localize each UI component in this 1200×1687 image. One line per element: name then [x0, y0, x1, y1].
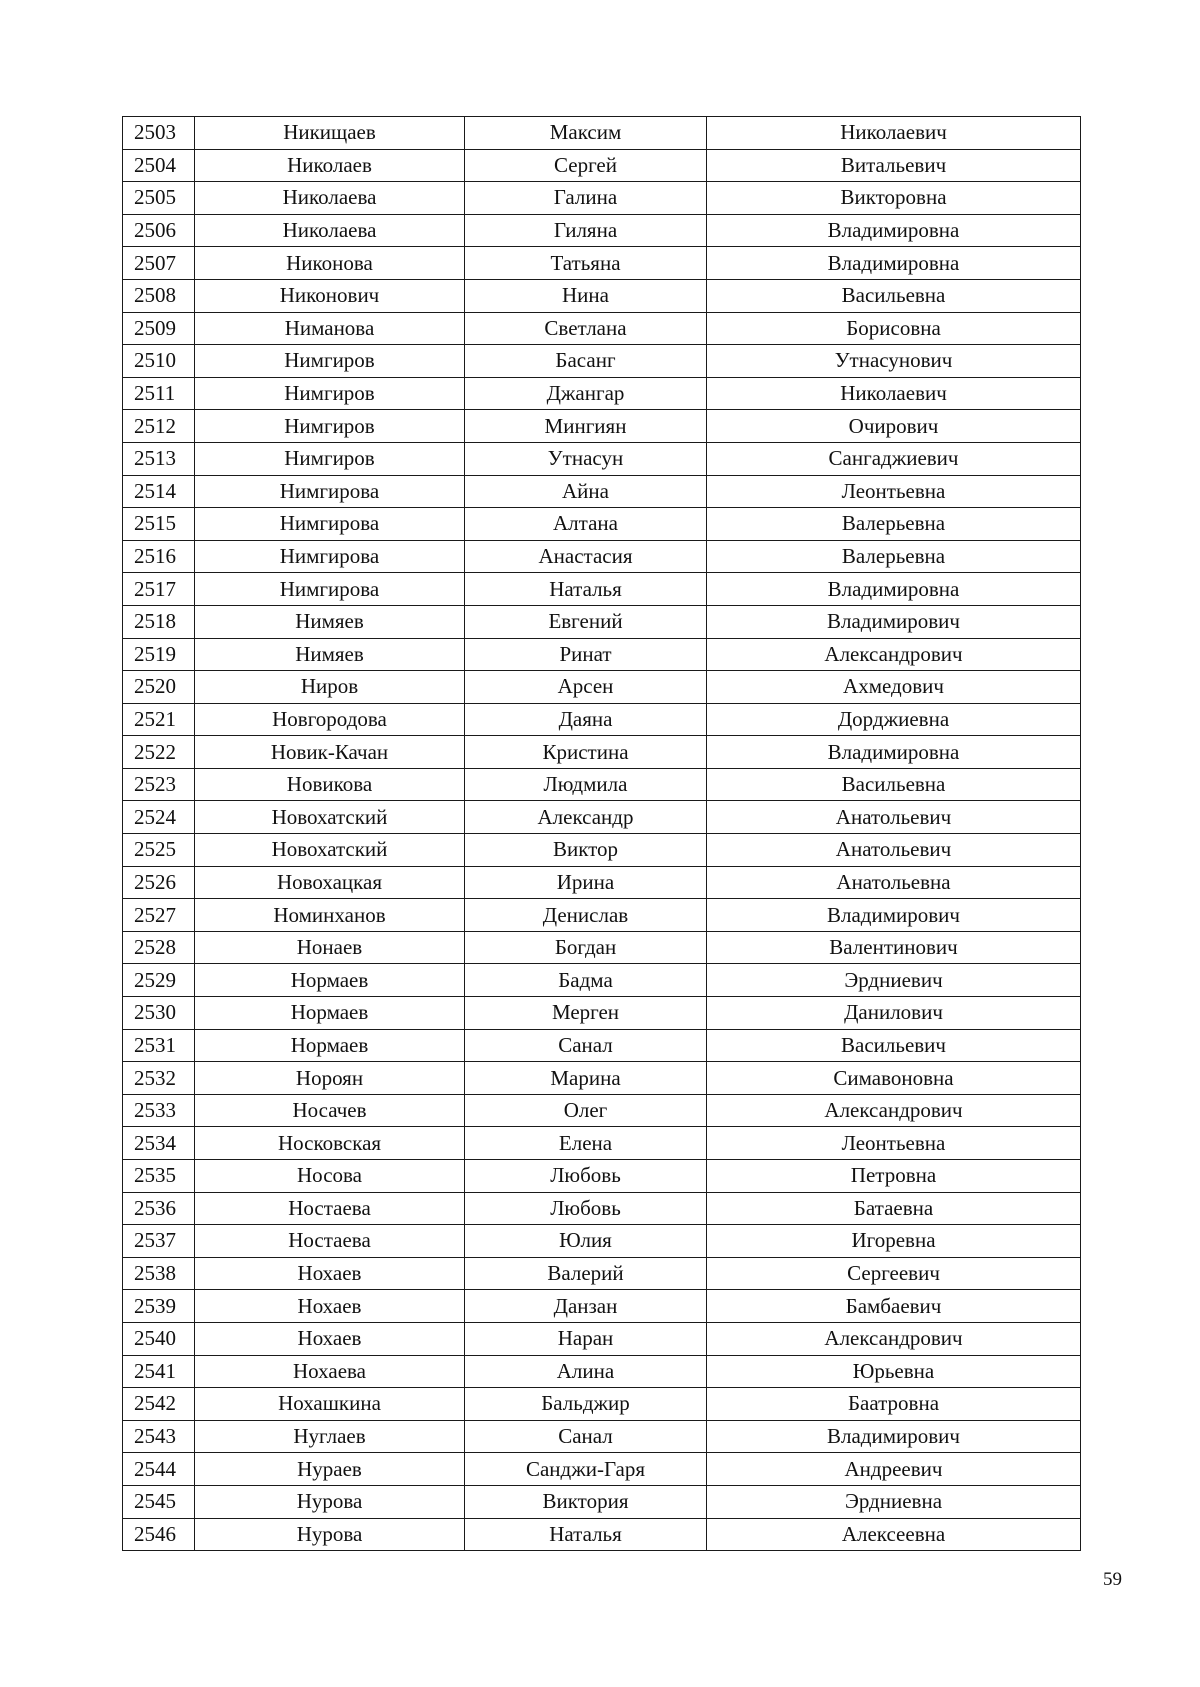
- last-name-cell: Новохатский: [195, 801, 465, 834]
- row-number-cell: 2518: [123, 605, 195, 638]
- table-row: [123, 1160, 1081, 1193]
- first-name-cell: Басанг: [465, 345, 707, 378]
- row-number-cell: 2533: [123, 1094, 195, 1127]
- last-name-cell: Нимгиров: [195, 442, 465, 475]
- first-name-cell: Санал: [465, 1029, 707, 1062]
- last-name-cell: Николаева: [195, 214, 465, 247]
- patronymic-cell: Сергеевич: [707, 1257, 1081, 1290]
- first-name-cell: Гиляна: [465, 214, 707, 247]
- first-name-cell: Александр: [465, 801, 707, 834]
- table-row: [123, 834, 1081, 867]
- table-row: [123, 573, 1081, 606]
- row-number-cell: 2516: [123, 540, 195, 573]
- first-name-cell: Сергей: [465, 149, 707, 182]
- row-number-cell: 2546: [123, 1518, 195, 1551]
- names-table-body: [123, 117, 1081, 1551]
- row-number-cell: 2513: [123, 442, 195, 475]
- table-row: [123, 1485, 1081, 1518]
- first-name-cell: Санджи-Гаря: [465, 1453, 707, 1486]
- last-name-cell: Новохатский: [195, 834, 465, 867]
- first-name-cell: Ирина: [465, 866, 707, 899]
- first-name-cell: Олег: [465, 1094, 707, 1127]
- table-row: [123, 247, 1081, 280]
- patronymic-cell: Батаевна: [707, 1192, 1081, 1225]
- last-name-cell: Нимгиров: [195, 345, 465, 378]
- table-row: [123, 540, 1081, 573]
- last-name-cell: Нимгиров: [195, 377, 465, 410]
- patronymic-cell: Эрдниевич: [707, 964, 1081, 997]
- last-name-cell: Никищаев: [195, 117, 465, 150]
- patronymic-cell: Леонтьевна: [707, 1127, 1081, 1160]
- last-name-cell: Никонова: [195, 247, 465, 280]
- patronymic-cell: Владимирович: [707, 605, 1081, 638]
- first-name-cell: Нина: [465, 279, 707, 312]
- patronymic-cell: Владимирович: [707, 1420, 1081, 1453]
- first-name-cell: Татьяна: [465, 247, 707, 280]
- last-name-cell: Новохацкая: [195, 866, 465, 899]
- first-name-cell: Алина: [465, 1355, 707, 1388]
- last-name-cell: Нурова: [195, 1518, 465, 1551]
- last-name-cell: Нимяев: [195, 638, 465, 671]
- first-name-cell: Галина: [465, 182, 707, 215]
- patronymic-cell: Бамбаевич: [707, 1290, 1081, 1323]
- last-name-cell: Нонаев: [195, 931, 465, 964]
- patronymic-cell: Владимировна: [707, 736, 1081, 769]
- first-name-cell: Мингиян: [465, 410, 707, 443]
- first-name-cell: Богдан: [465, 931, 707, 964]
- first-name-cell: Денислав: [465, 899, 707, 932]
- table-row: [123, 1322, 1081, 1355]
- row-number-cell: 2514: [123, 475, 195, 508]
- row-number-cell: 2543: [123, 1420, 195, 1453]
- row-number-cell: 2517: [123, 573, 195, 606]
- last-name-cell: Нохаева: [195, 1355, 465, 1388]
- patronymic-cell: Анатольевич: [707, 801, 1081, 834]
- first-name-cell: Юлия: [465, 1225, 707, 1258]
- patronymic-cell: Утнасунович: [707, 345, 1081, 378]
- last-name-cell: Нохаев: [195, 1322, 465, 1355]
- patronymic-cell: Эрдниевна: [707, 1485, 1081, 1518]
- table-row: [123, 182, 1081, 215]
- table-row: [123, 736, 1081, 769]
- row-number-cell: 2536: [123, 1192, 195, 1225]
- row-number-cell: 2523: [123, 768, 195, 801]
- table-row: [123, 214, 1081, 247]
- first-name-cell: Данзан: [465, 1290, 707, 1323]
- table-row: [123, 410, 1081, 443]
- last-name-cell: Нохаев: [195, 1257, 465, 1290]
- table-row: [123, 964, 1081, 997]
- last-name-cell: Нимгиров: [195, 410, 465, 443]
- table-row: [123, 1388, 1081, 1421]
- patronymic-cell: Валентинович: [707, 931, 1081, 964]
- first-name-cell: Любовь: [465, 1192, 707, 1225]
- table-row: [123, 1355, 1081, 1388]
- row-number-cell: 2524: [123, 801, 195, 834]
- table-row: [123, 377, 1081, 410]
- row-number-cell: 2526: [123, 866, 195, 899]
- row-number-cell: 2510: [123, 345, 195, 378]
- last-name-cell: Нормаев: [195, 964, 465, 997]
- row-number-cell: 2527: [123, 899, 195, 932]
- patronymic-cell: Валерьевна: [707, 508, 1081, 541]
- last-name-cell: Нимгирова: [195, 508, 465, 541]
- row-number-cell: 2519: [123, 638, 195, 671]
- patronymic-cell: Валерьевна: [707, 540, 1081, 573]
- table-row: [123, 312, 1081, 345]
- first-name-cell: Санал: [465, 1420, 707, 1453]
- first-name-cell: Бальджир: [465, 1388, 707, 1421]
- first-name-cell: Арсен: [465, 671, 707, 704]
- first-name-cell: Джангар: [465, 377, 707, 410]
- table-row: [123, 1420, 1081, 1453]
- patronymic-cell: Витальевич: [707, 149, 1081, 182]
- table-row: [123, 345, 1081, 378]
- table-row: [123, 931, 1081, 964]
- last-name-cell: Ностаева: [195, 1192, 465, 1225]
- patronymic-cell: Дорджиевна: [707, 703, 1081, 736]
- last-name-cell: Нурова: [195, 1485, 465, 1518]
- patronymic-cell: Баатровна: [707, 1388, 1081, 1421]
- first-name-cell: Марина: [465, 1062, 707, 1095]
- last-name-cell: Носова: [195, 1160, 465, 1193]
- table-row: [123, 1094, 1081, 1127]
- table-row: [123, 768, 1081, 801]
- row-number-cell: 2531: [123, 1029, 195, 1062]
- patronymic-cell: Очирович: [707, 410, 1081, 443]
- table-row: [123, 638, 1081, 671]
- row-number-cell: 2544: [123, 1453, 195, 1486]
- row-number-cell: 2521: [123, 703, 195, 736]
- table-row: [123, 899, 1081, 932]
- first-name-cell: Виктор: [465, 834, 707, 867]
- last-name-cell: Нимяев: [195, 605, 465, 638]
- last-name-cell: Номинханов: [195, 899, 465, 932]
- last-name-cell: Никонович: [195, 279, 465, 312]
- row-number-cell: 2504: [123, 149, 195, 182]
- row-number-cell: 2530: [123, 997, 195, 1030]
- table-row: [123, 703, 1081, 736]
- last-name-cell: Нимгирова: [195, 573, 465, 606]
- last-name-cell: Ниманова: [195, 312, 465, 345]
- patronymic-cell: Александрович: [707, 1322, 1081, 1355]
- patronymic-cell: Андреевич: [707, 1453, 1081, 1486]
- patronymic-cell: Алексеевна: [707, 1518, 1081, 1551]
- last-name-cell: Новгородова: [195, 703, 465, 736]
- first-name-cell: Наталья: [465, 573, 707, 606]
- table-row: [123, 117, 1081, 150]
- row-number-cell: 2528: [123, 931, 195, 964]
- first-name-cell: Виктория: [465, 1485, 707, 1518]
- row-number-cell: 2535: [123, 1160, 195, 1193]
- row-number-cell: 2525: [123, 834, 195, 867]
- table-row: [123, 1290, 1081, 1323]
- last-name-cell: Нороян: [195, 1062, 465, 1095]
- patronymic-cell: Анатольевна: [707, 866, 1081, 899]
- patronymic-cell: Леонтьевна: [707, 475, 1081, 508]
- last-name-cell: Новик-Качан: [195, 736, 465, 769]
- table-row: [123, 671, 1081, 704]
- patronymic-cell: Николаевич: [707, 117, 1081, 150]
- patronymic-cell: Васильевна: [707, 768, 1081, 801]
- row-number-cell: 2534: [123, 1127, 195, 1160]
- last-name-cell: Николаев: [195, 149, 465, 182]
- table-row: [123, 1257, 1081, 1290]
- patronymic-cell: Васильевна: [707, 279, 1081, 312]
- first-name-cell: Даяна: [465, 703, 707, 736]
- row-number-cell: 2503: [123, 117, 195, 150]
- row-number-cell: 2540: [123, 1322, 195, 1355]
- patronymic-cell: Александрович: [707, 1094, 1081, 1127]
- patronymic-cell: Петровна: [707, 1160, 1081, 1193]
- table-row: [123, 279, 1081, 312]
- first-name-cell: Евгений: [465, 605, 707, 638]
- table-row: [123, 1029, 1081, 1062]
- row-number-cell: 2529: [123, 964, 195, 997]
- patronymic-cell: Юрьевна: [707, 1355, 1081, 1388]
- last-name-cell: Нормаев: [195, 997, 465, 1030]
- last-name-cell: Ностаева: [195, 1225, 465, 1258]
- row-number-cell: 2537: [123, 1225, 195, 1258]
- last-name-cell: Нимгирова: [195, 540, 465, 573]
- row-number-cell: 2522: [123, 736, 195, 769]
- row-number-cell: 2541: [123, 1355, 195, 1388]
- patronymic-cell: Николаевич: [707, 377, 1081, 410]
- first-name-cell: Любовь: [465, 1160, 707, 1193]
- last-name-cell: Нуглаев: [195, 1420, 465, 1453]
- first-name-cell: Елена: [465, 1127, 707, 1160]
- first-name-cell: Светлана: [465, 312, 707, 345]
- row-number-cell: 2508: [123, 279, 195, 312]
- table-row: [123, 1518, 1081, 1551]
- names-table: [122, 116, 1081, 1551]
- table-row: [123, 866, 1081, 899]
- last-name-cell: Нормаев: [195, 1029, 465, 1062]
- table-row: [123, 442, 1081, 475]
- first-name-cell: Айна: [465, 475, 707, 508]
- last-name-cell: Новикова: [195, 768, 465, 801]
- last-name-cell: Нохашкина: [195, 1388, 465, 1421]
- first-name-cell: Анастасия: [465, 540, 707, 573]
- patronymic-cell: Владимирович: [707, 899, 1081, 932]
- patronymic-cell: Борисовна: [707, 312, 1081, 345]
- first-name-cell: Кристина: [465, 736, 707, 769]
- first-name-cell: Алтана: [465, 508, 707, 541]
- first-name-cell: Максим: [465, 117, 707, 150]
- row-number-cell: 2520: [123, 671, 195, 704]
- first-name-cell: Бадма: [465, 964, 707, 997]
- patronymic-cell: Сангаджиевич: [707, 442, 1081, 475]
- table-row: [123, 1192, 1081, 1225]
- last-name-cell: Ниров: [195, 671, 465, 704]
- row-number-cell: 2506: [123, 214, 195, 247]
- last-name-cell: Носковская: [195, 1127, 465, 1160]
- first-name-cell: Утнасун: [465, 442, 707, 475]
- first-name-cell: Мерген: [465, 997, 707, 1030]
- first-name-cell: Людмила: [465, 768, 707, 801]
- patronymic-cell: Симавоновна: [707, 1062, 1081, 1095]
- row-number-cell: 2538: [123, 1257, 195, 1290]
- table-row: [123, 1225, 1081, 1258]
- table-row: [123, 149, 1081, 182]
- first-name-cell: Ринат: [465, 638, 707, 671]
- row-number-cell: 2515: [123, 508, 195, 541]
- table-row: [123, 605, 1081, 638]
- last-name-cell: Нохаев: [195, 1290, 465, 1323]
- patronymic-cell: Владимировна: [707, 247, 1081, 280]
- first-name-cell: Наталья: [465, 1518, 707, 1551]
- table-row: [123, 1062, 1081, 1095]
- row-number-cell: 2511: [123, 377, 195, 410]
- row-number-cell: 2509: [123, 312, 195, 345]
- table-row: [123, 1453, 1081, 1486]
- row-number-cell: 2507: [123, 247, 195, 280]
- row-number-cell: 2532: [123, 1062, 195, 1095]
- row-number-cell: 2545: [123, 1485, 195, 1518]
- row-number-cell: 2542: [123, 1388, 195, 1421]
- last-name-cell: Нураев: [195, 1453, 465, 1486]
- row-number-cell: 2539: [123, 1290, 195, 1323]
- first-name-cell: Наран: [465, 1322, 707, 1355]
- last-name-cell: Нимгирова: [195, 475, 465, 508]
- patronymic-cell: Владимировна: [707, 214, 1081, 247]
- table-row: [123, 475, 1081, 508]
- patronymic-cell: Викторовна: [707, 182, 1081, 215]
- table-row: [123, 1127, 1081, 1160]
- patronymic-cell: Ахмедович: [707, 671, 1081, 704]
- last-name-cell: Николаева: [195, 182, 465, 215]
- row-number-cell: 2505: [123, 182, 195, 215]
- patronymic-cell: Васильевич: [707, 1029, 1081, 1062]
- patronymic-cell: Данилович: [707, 997, 1081, 1030]
- first-name-cell: Валерий: [465, 1257, 707, 1290]
- patronymic-cell: Анатольевич: [707, 834, 1081, 867]
- row-number-cell: 2512: [123, 410, 195, 443]
- patronymic-cell: Владимировна: [707, 573, 1081, 606]
- table-row: [123, 508, 1081, 541]
- page-number: 59: [1103, 1569, 1122, 1590]
- last-name-cell: Носачев: [195, 1094, 465, 1127]
- table-row: [123, 801, 1081, 834]
- patronymic-cell: Александрович: [707, 638, 1081, 671]
- table-row: [123, 997, 1081, 1030]
- patronymic-cell: Игоревна: [707, 1225, 1081, 1258]
